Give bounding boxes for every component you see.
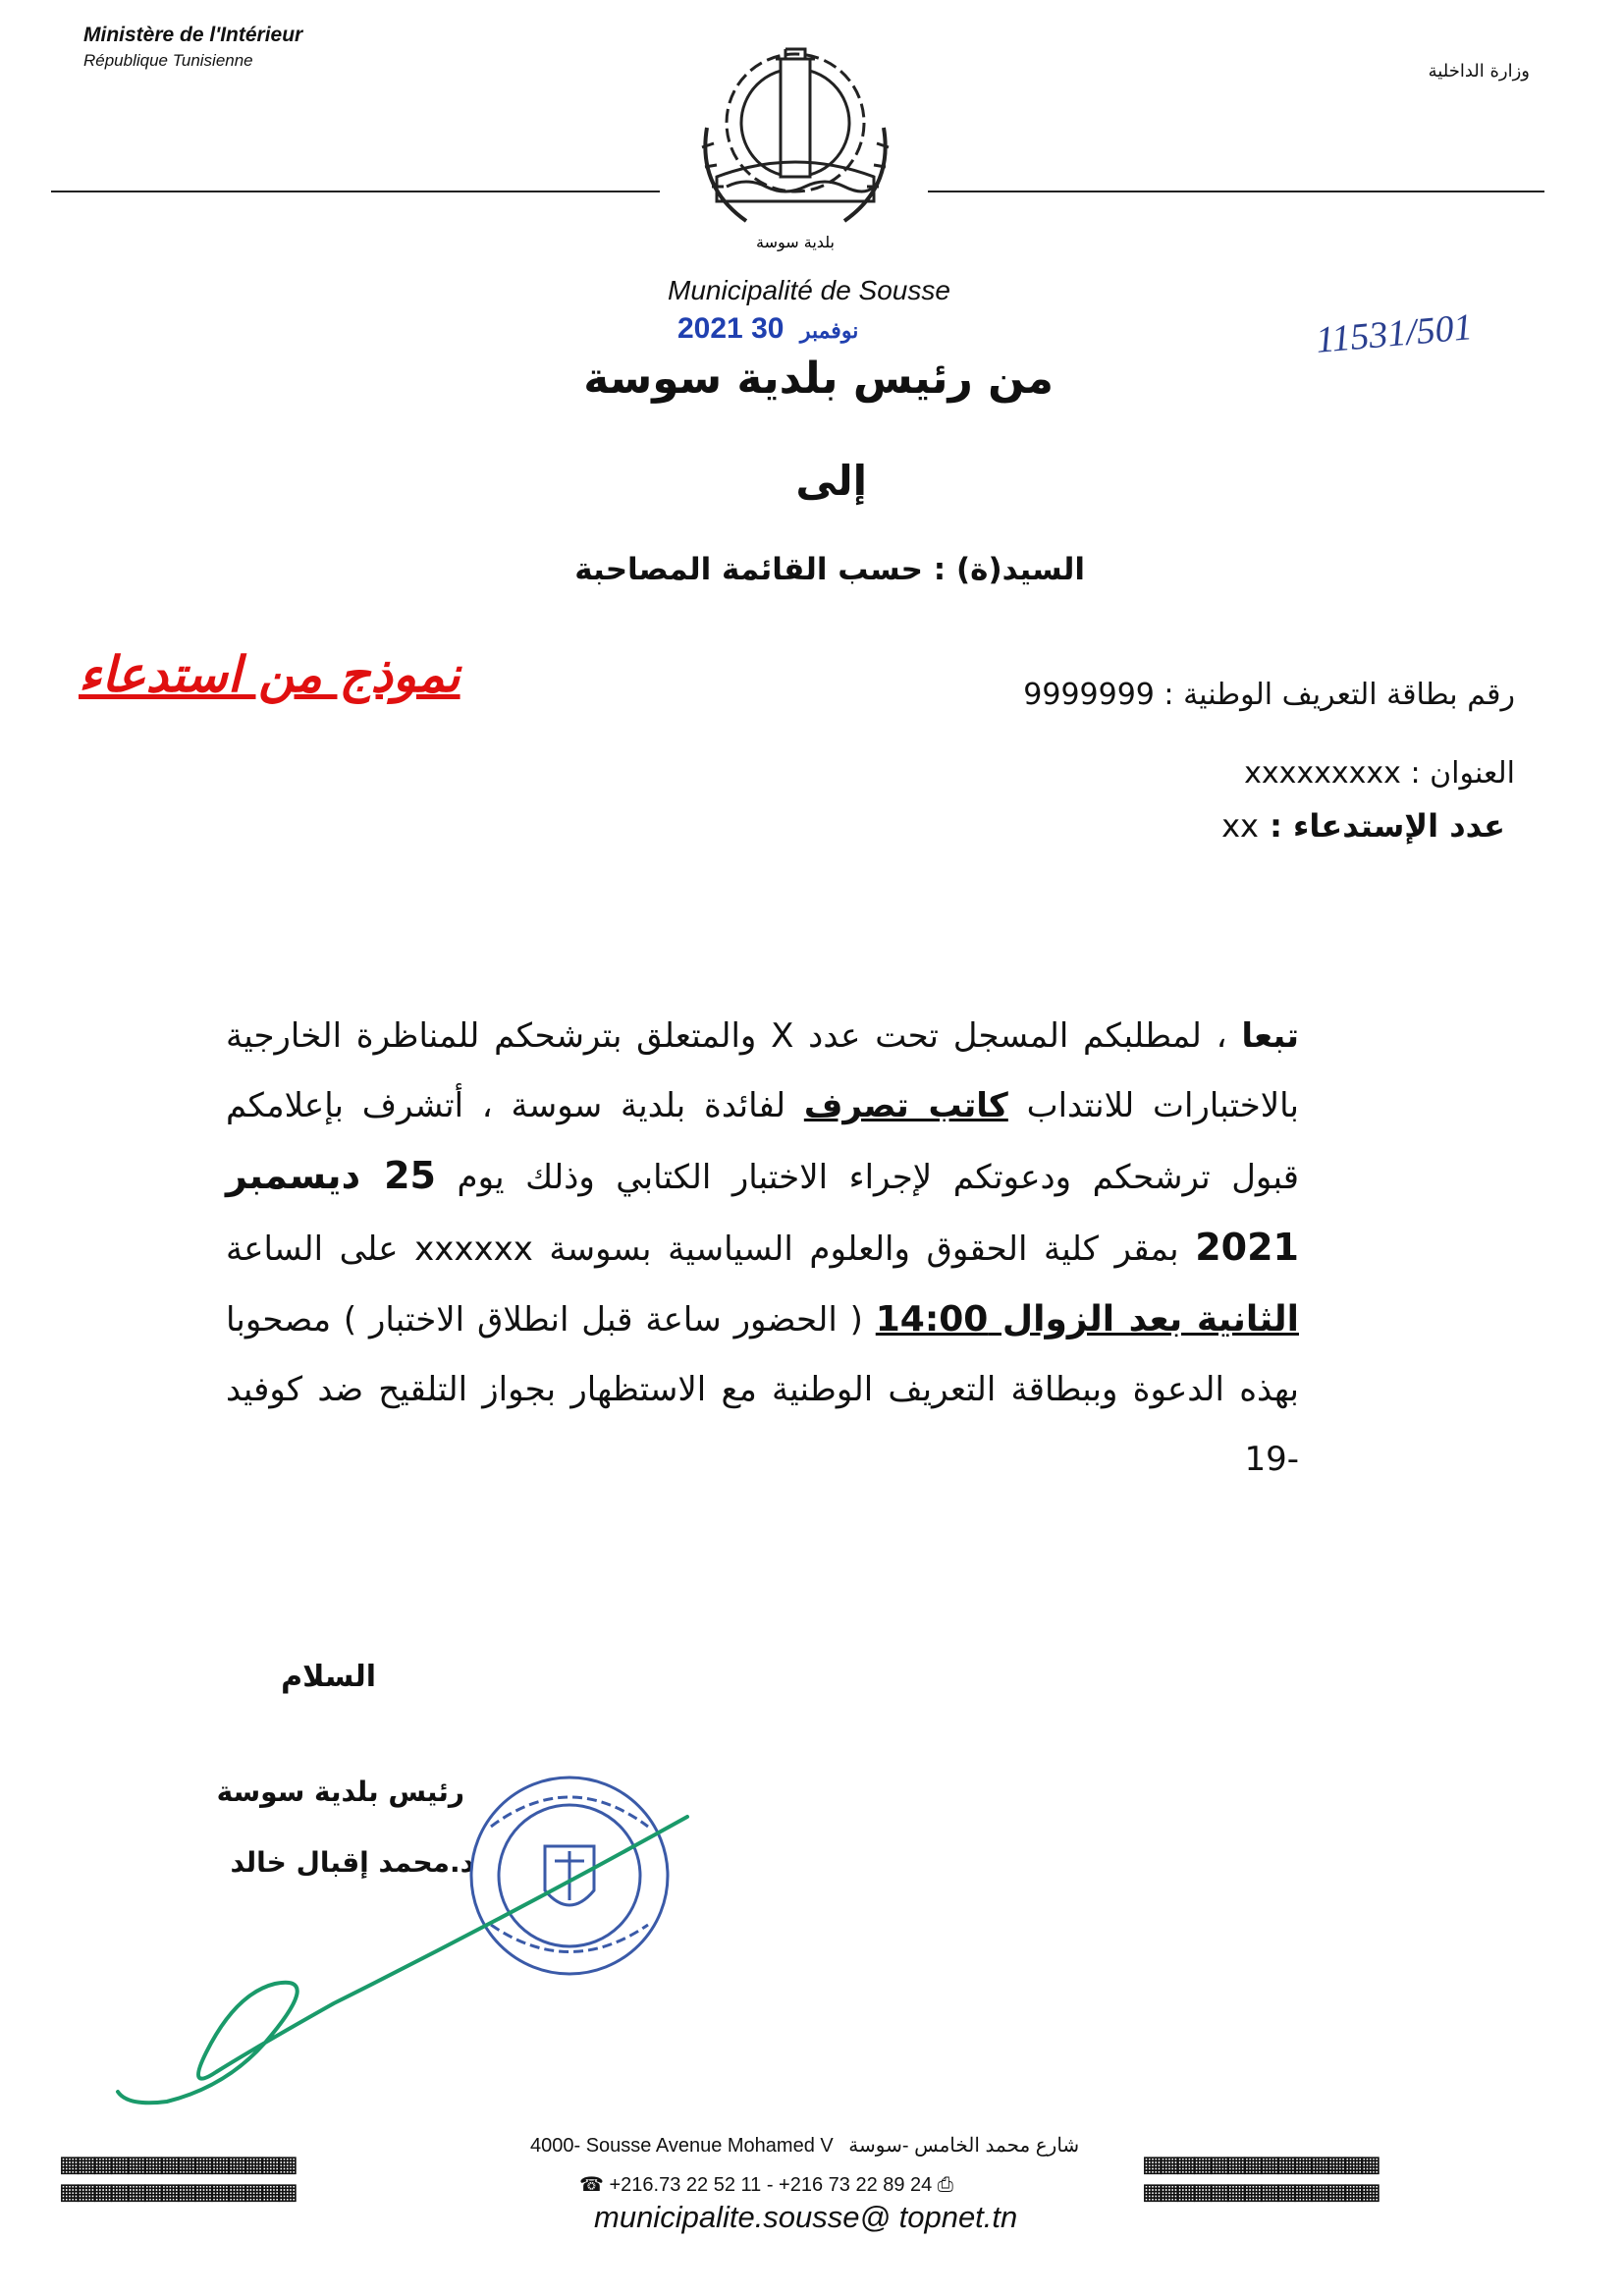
field-value: xxxxxxxxx — [1244, 756, 1401, 791]
body-opening: تبعا — [1241, 1016, 1299, 1056]
recipient-value: حسب القائمة المصاحبة — [574, 552, 923, 587]
ministry-header-fr — [83, 24, 302, 71]
body-date: 25 ديسمبر 2021 — [226, 1154, 1299, 1269]
sample-label: نموذج من استدعاء — [79, 646, 460, 703]
footer-pattern-right: ▦▦▦▦▦▦▦▦▦▦▦▦▦▦ ▦▦▦▦▦▦▦▦▦▦▦▦▦▦ — [1144, 2147, 1379, 2209]
footer-pattern-left: ▦▦▦▦▦▦▦▦▦▦▦▦▦▦ ▦▦▦▦▦▦▦▦▦▦▦▦▦▦ — [61, 2147, 296, 2209]
footer-phone-numbers: +216.73 22 52 11 - +216 73 22 89 24 — [609, 2174, 933, 2196]
body-time: الثانية بعد الزوال 14:00 — [875, 1299, 1299, 1339]
field-label: عدد الإستدعاء : — [1270, 807, 1505, 845]
logo-caption: بلدية سوسة — [756, 233, 835, 251]
convocation-number-field — [1221, 807, 1505, 845]
letter-from: من رئيس بلدية سوسة — [583, 354, 1054, 404]
footer-email: municipalite.sousse@ topnet.tn — [594, 2200, 1018, 2234]
recipient-line — [574, 552, 1085, 587]
ministry-name-ar: وزارة الداخلية — [1428, 61, 1530, 82]
reference-number: 11531/501 — [1314, 306, 1475, 361]
id-card-field — [1023, 678, 1515, 712]
field-value: 9999999 — [1023, 678, 1155, 712]
header-rule-left — [51, 191, 660, 192]
body-text-2: لفائدة بلدية سوسة ، أتشرف بإعلامكم قبول ترشحكم ودعوتكم لإجراء الاختبار الكتابي وذلك يوم — [226, 1086, 1300, 1197]
footer-address — [530, 2133, 1079, 2158]
footer-address-fr: 4000- Sousse Avenue Mohamed V — [530, 2135, 834, 2157]
header-rule-right — [928, 191, 1544, 192]
body-text-1: ، لمطلبكم المسجل تحت عدد X والمتعلق بترشحكم للمناظرة الخارجية بالاختبارات للانتداب — [226, 1016, 1299, 1125]
address-field — [1244, 756, 1515, 791]
closing: السلام — [281, 1660, 376, 1694]
field-label: رقم بطاقة التعريف الوطنية : — [1163, 678, 1515, 712]
stamp-day: 30 — [751, 312, 784, 345]
body-position: كاتب تصرف — [803, 1086, 1008, 1125]
handwritten-signature — [98, 1807, 707, 2121]
letter-to: إلى — [795, 457, 867, 505]
recipient-label: السيد(ة) : — [933, 552, 1085, 587]
ministry-name-fr: Ministère de l'Intérieur — [83, 24, 303, 46]
letter-body — [226, 1002, 1299, 1495]
stamp-month: نوفمبر — [799, 318, 859, 343]
stamp-year: 2021 — [677, 312, 743, 345]
date-stamp — [677, 312, 866, 346]
signatory-name: د.محمد إقبال خالد — [230, 1846, 474, 1879]
republic-name-fr: République Tunisienne — [83, 51, 253, 70]
body-text-3: بمقر كلية الحقوق والعلوم السياسية بسوسة xxxxxx على الساعة — [226, 1230, 1179, 1269]
fax-icon: ⎙ — [937, 2174, 953, 2196]
footer-address-ar: شارع محمد الخامس -سوسة — [848, 2135, 1080, 2157]
municipality-name-fr: Municipalité de Sousse — [668, 275, 950, 305]
field-label: العنوان : — [1410, 756, 1515, 791]
phone-icon: ☎ — [579, 2174, 604, 2196]
signatory-title: رئيس بلدية سوسة — [216, 1776, 464, 1808]
body-text-4: ( الحضور ساعة قبل انطلاق الاختبار ) مصحوبا بهذه الدعوة وببطاقة التعريف الوطنية مع الاستظهار بجواز التلقيح ضد كوفيد -19 — [226, 1300, 1299, 1479]
municipality-logo — [687, 29, 903, 255]
footer-phones — [579, 2172, 953, 2197]
field-value: xx — [1221, 807, 1259, 845]
